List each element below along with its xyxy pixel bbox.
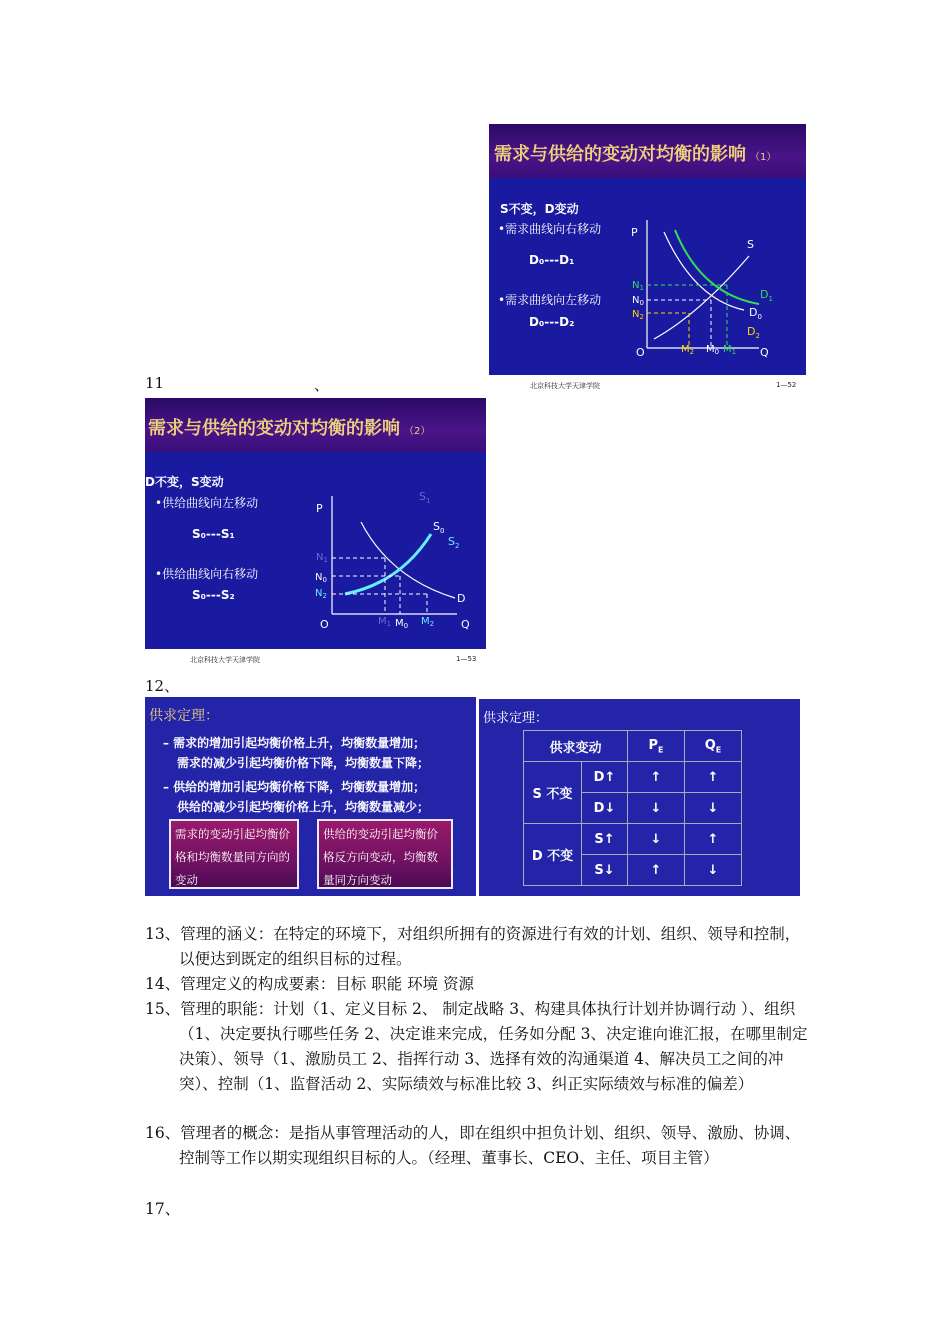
label-d0: D [749,306,758,319]
label-p: P [316,502,323,515]
label-m2: M [681,344,690,355]
label-n1: N [316,552,324,563]
slide-2-graph [145,398,486,649]
svg-text:S1: $S_1$ [419,490,431,505]
paragraph-15: 15、管理的职能：计划（1、定义目标 2、 制定战略 3、构建具体执行计划并协调行动 ）、组织（1、决定要执行哪些任务 2、决定谁来完成，任务如分配 3、决定谁向谁汇报，在哪里制定决策）、领导（1、激励员工 2、指挥行动 3、选择有效的沟通渠道 4、解决员工之间的冲突）、控制（1、监督活动 2、实际绩效与标准比较 3、纠正实际绩效与标准的偏差） [145,1000,808,1093]
cell-change: S↓ [582,855,628,886]
law-bullet-2b: 供给的减少引起均衡价格上升，均衡数量减少； [177,800,430,814]
slide-2-footer-left: 北京科技大学天津学院 [190,656,260,664]
label-n0: N [632,295,640,306]
label-m2: M [421,616,430,627]
law-title: 供求定理： [149,708,219,724]
item-11-number: 11 [145,374,165,392]
svg-text:D0: $D_0$ [749,306,762,321]
label-n0: N [315,572,323,583]
cell-qe: ↓ [685,793,742,824]
cell-pe: ↓ [628,793,685,824]
cell-pe: ↓ [628,824,685,855]
svg-text:N0: $N_0$ [315,572,327,584]
label-q: Q [461,618,470,631]
label-o: O [636,346,645,359]
table-title: 供求定理： [483,711,549,726]
label-m0: M [706,344,715,355]
label-s: S [747,238,754,251]
cell-change: S↑ [582,824,628,855]
label-d1: D [760,288,769,301]
paragraph-14: 14、管理定义的构成要素：目标 职能 环境 资源 [145,975,475,993]
table-row [524,824,742,855]
svg-text:S0: $S_0$ [433,520,445,535]
svg-text:S2: $S_2$ [448,535,460,550]
svg-text:N2: $N_2$ [632,309,644,321]
slide-1-line-5: D₀---D₂ [529,315,575,329]
label-m1: M [723,344,732,355]
svg-text:N1: $N_1$ [316,552,328,564]
paragraph-13: 13、管理的涵义：在特定的环境下，对组织所拥有的资源进行有效的计划、组织、领导和控制，以便达到既定的组织目标的过程。 [145,925,801,968]
slide-2-title: 需求与供给的变动对均衡的影响 （2） [148,418,431,439]
svg-text:M0: $M_0$ [395,618,409,630]
slide-2-line-4: •供给曲线向右移动 [155,567,259,581]
svg-text:N2: $N_2$ [315,588,327,600]
law-bullet-1b: 需求的减少引起均衡价格下降，均衡数量下降； [177,756,430,770]
header-qe: $Q_E$ [685,731,742,762]
svg-text:N0: $N_0$ [632,295,644,307]
slide-2-line-5: S₀---S₂ [192,588,235,602]
label-n1: N [632,280,640,291]
cell-pe: ↑ [628,855,685,886]
slide-1-footer-right: 1—52 [776,381,797,389]
paragraph-17: 17、 [145,1200,181,1218]
svg-text:D1: $D_1$ [760,288,773,303]
label-s1: S [419,490,426,503]
slide-1-line-2: •需求曲线向右移动 [498,222,602,236]
slide-1-graph [489,124,806,375]
label-s2: S [448,535,455,548]
label-d2: D [747,325,756,338]
slide-1-line-4: •需求曲线向左移动 [498,293,602,307]
svg-text:M1: $M_1$ [723,344,737,356]
cell-qe: ↑ [685,824,742,855]
slide-2-line-3: S₀---S₁ [192,527,235,541]
supply-curve-s0 [345,534,431,594]
svg-text:M1: $M_1$ [378,616,392,628]
law-box-supply: 供给的变动引起均衡价格反方向变动，均衡数量同方向变动 [317,819,453,889]
label-s0: S [433,520,440,533]
header-change: 供求变动 [524,731,628,762]
demand-curve-d0 [664,232,744,310]
label-n2: N [315,588,323,599]
table-row [524,762,742,793]
slide-2-line-2: •供给曲线向左移动 [155,496,259,510]
svg-text:M2: $M_2$ [681,344,695,356]
law-bullet-2a: – 供给的增加引起均衡价格下降，均衡数量增加； [163,780,426,794]
label-q: Q [760,346,769,359]
paragraph-16: 16、管理者的概念：是指从事管理活动的人，即在组织中担负计划、组织、领导、激励、协调、控制等工作以期实现组织目标的人。（经理、董事长、CEO、主任、项目主管） [145,1124,801,1167]
slide-1-footer-left: 北京科技大学天津学院 [530,382,600,390]
slide-demand-shift [489,124,806,375]
slide-1-line-1: S不变，D变动 [500,202,579,216]
svg-text:M2: $M_2$ [421,616,435,628]
group-s-constant: S 不变 [524,762,582,824]
slide-1-title: 需求与供给的变动对均衡的影响 （1） [494,144,777,165]
law-bullet-1a: – 需求的增加引起均衡价格上升，均衡数量增加； [163,736,426,750]
svg-text:M0: $M_0$ [706,344,720,356]
svg-text:N1: $N_1$ [632,280,644,292]
slide-2-footer-right: 1—53 [456,655,477,663]
label-p: P [631,226,638,239]
slide-supply-demand-law [145,697,476,896]
label-n2: N [632,309,640,320]
cell-change: D↑ [582,762,628,793]
slide-supply-demand-table [479,699,800,896]
law-box-demand: 需求的变动引起均衡价格和均衡数量同方向的变动 [169,819,299,889]
cell-qe: ↑ [685,762,742,793]
label-m0: M [395,618,404,629]
cell-qe: ↓ [685,855,742,886]
label-d: D [457,592,466,605]
item-12-number: 12、 [145,677,180,695]
cell-pe: ↑ [628,762,685,793]
header-pe: $P_E$ [628,731,685,762]
group-d-constant: D 不变 [524,824,582,886]
cell-change: D↓ [582,793,628,824]
label-o: O [320,618,329,631]
label-m1: M [378,616,387,627]
supply-demand-table [523,730,742,886]
table-header-row [524,731,742,762]
slide-supply-shift [145,398,486,649]
svg-text:D2: $D_2$ [747,325,760,340]
slide-1-line-3: D₀---D₁ [529,253,575,267]
item-11-separator: 、 [314,376,330,394]
slide-2-line-1: D不变，S变动 [145,475,224,489]
